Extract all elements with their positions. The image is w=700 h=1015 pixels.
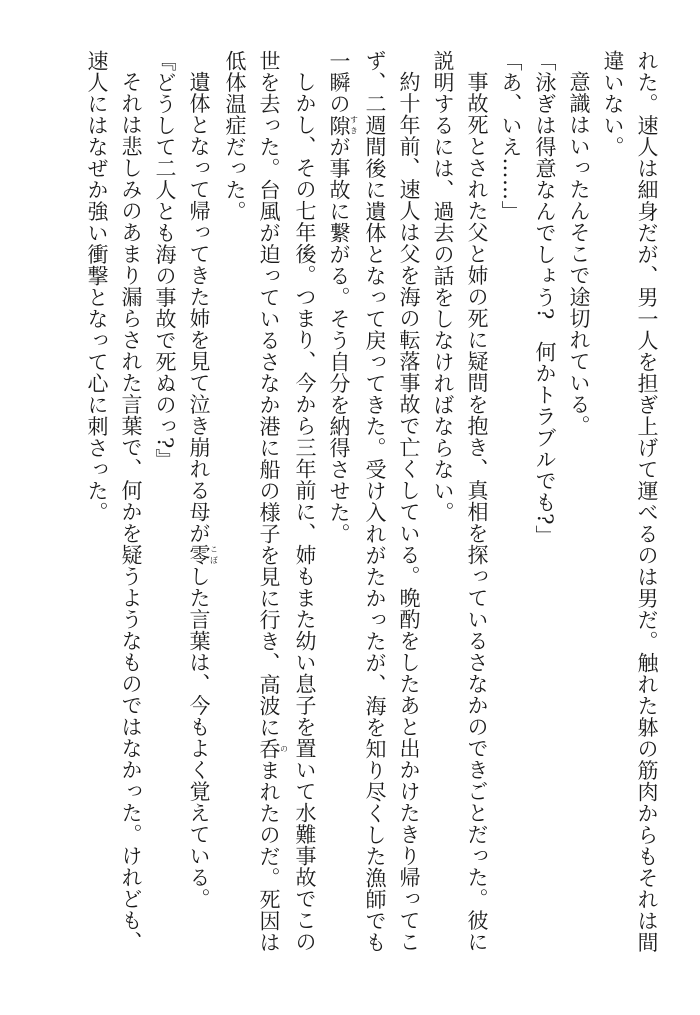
text-line: 約十年前、速人は父を海の転落事故で亡くしている。晩酌をしたあと出かけたきり帰ってこ: [397, 71, 421, 953]
ruby-annotation: [327, 114, 359, 137]
text-line: それは悲しみのあまり漏らされた言葉で、何かを疑うようなものではなかった。けれども、: [119, 71, 143, 953]
text-line: 速人にはなぜか強い衝撃となって心に刺さった。: [85, 50, 109, 523]
dialogue-line: 「あ、いえ……」: [499, 50, 523, 222]
ruby-base: 隙: [327, 114, 351, 136]
text-line: れた。速人は細身だが、男一人を担ぎ上げて運べるのは男だ。触れた躰の筋肉からもそれは間: [635, 50, 659, 953]
ruby-reading: こぼ: [209, 544, 219, 566]
text-segment: 一瞬の: [327, 50, 351, 115]
ruby-annotation: [257, 738, 289, 760]
text-line: 意識はいったんそこで途切れている。: [567, 71, 591, 437]
text-segment: 遺体となって帰ってきた姉を見て泣き崩れる母が: [187, 71, 211, 544]
quote-line: 『どうして二人とも海の事故で死ぬのっ?』: [153, 50, 177, 471]
dialogue-line: 「泳ぎは得意なんでしょう? 何かトラブルでも?」: [533, 50, 557, 547]
ruby-reading: すき: [349, 114, 359, 136]
text-segment: まれたのだ。死因は: [257, 759, 281, 953]
text-line: 事故死とされた父と姉の死に疑問を抱き、真相を探っているさなかのできごとだった。彼に: [465, 71, 489, 953]
ruby-base: 呑: [257, 738, 281, 760]
text-line: 低体温症だった。: [223, 50, 247, 222]
text-segment: 世を去った。台風が迫っているさなか港に船の様子を見に行き、高波に: [257, 50, 281, 738]
text-line-with-ruby: [322, 50, 358, 1000]
ruby-base: 零: [187, 544, 211, 566]
text-line-with-ruby: [252, 50, 288, 1000]
text-line: ず、二週間後に遺体となって戻ってきた。受け入れがたかったが、海を知り尽くした漁師でも: [363, 50, 387, 953]
text-segment: が事故に繋がる。そう自分を納得させた。: [327, 136, 351, 545]
text-line-with-ruby: [182, 50, 218, 1000]
text-line: しかし、その七年後。つまり、今から三年前に、姉もまた幼い息子を置いて水難事故でこの: [293, 71, 317, 953]
text-line: 違いない。: [601, 50, 625, 158]
text-line: 説明するには、過去の話をしなければならない。: [431, 50, 455, 523]
vertical-text-body: [24, 50, 664, 1000]
ruby-annotation: [187, 544, 219, 566]
ruby-reading: の: [279, 738, 289, 760]
text-segment: した言葉は、今もよく覚えている。: [187, 565, 211, 910]
